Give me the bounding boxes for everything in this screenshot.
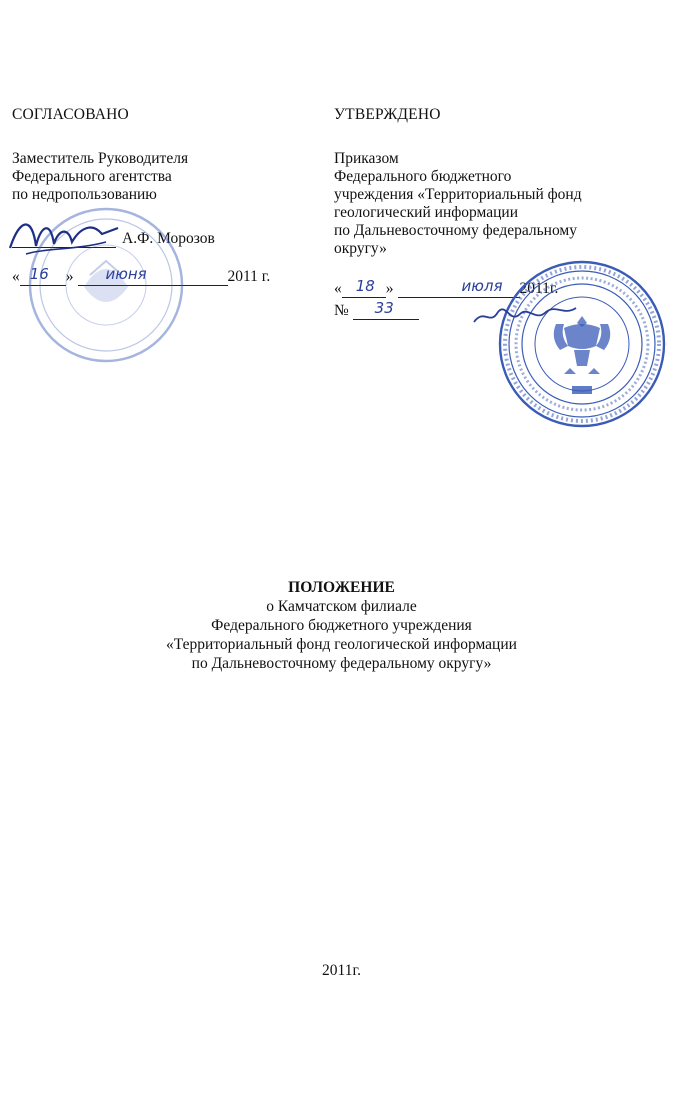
order-line-4: геологический информации [334, 204, 519, 221]
approved-day-field [342, 277, 386, 298]
date-day-handwritten: 16 [29, 265, 49, 283]
document-title: ПОЛОЖЕНИЕ [288, 579, 395, 596]
right-handwritten-signature [470, 296, 580, 336]
number-field [353, 299, 419, 320]
date-open-quote: « [12, 268, 20, 285]
date-year: 2011 г. [227, 268, 271, 285]
right-seal-stamp [496, 258, 668, 430]
agreed-position [12, 150, 312, 204]
order-line-1: Приказом [334, 150, 399, 167]
approved-heading: УТВЕРЖДЕНО [334, 106, 441, 123]
title-line-1: о Камчатском филиале [266, 598, 417, 615]
position-line-1: Заместитель Руководителя [12, 150, 189, 167]
order-line-5: по Дальневосточному федеральному [334, 222, 577, 239]
approved-day-handwritten: 18 [355, 277, 375, 295]
order-line-3: учреждения «Территориальный фонд [334, 186, 582, 203]
position-line-2: Федерального агентства [12, 168, 172, 185]
title-line-4: по Дальневосточному федеральному округу» [191, 655, 492, 672]
position-line-3: по недропользованию [12, 186, 157, 203]
document-title-block [0, 578, 683, 673]
approved-order-text [334, 150, 674, 258]
order-line-2: Федерального бюджетного [334, 168, 512, 185]
approved-date-open-quote: « [334, 280, 342, 297]
approved-date-year: 2011г. [519, 280, 559, 297]
title-line-2: Федерального бюджетного учреждения [211, 617, 472, 634]
approved-month-handwritten: июля [461, 277, 503, 295]
number-handwritten: 33 [374, 299, 394, 317]
number-label: № [334, 302, 349, 319]
title-line-3: «Территориальный фонд геологической информации [166, 636, 517, 653]
order-line-6: округу» [334, 240, 387, 257]
footer-year: 2011г. [322, 962, 361, 979]
signatory-name: А.Ф. Морозов [122, 230, 215, 247]
agreed-heading: СОГЛАСОВАНО [12, 106, 129, 123]
left-handwritten-signature [6, 208, 126, 268]
date-close-quote: » [65, 268, 74, 285]
date-month-handwritten: июня [105, 265, 147, 283]
approved-date-close-quote: » [385, 280, 394, 297]
